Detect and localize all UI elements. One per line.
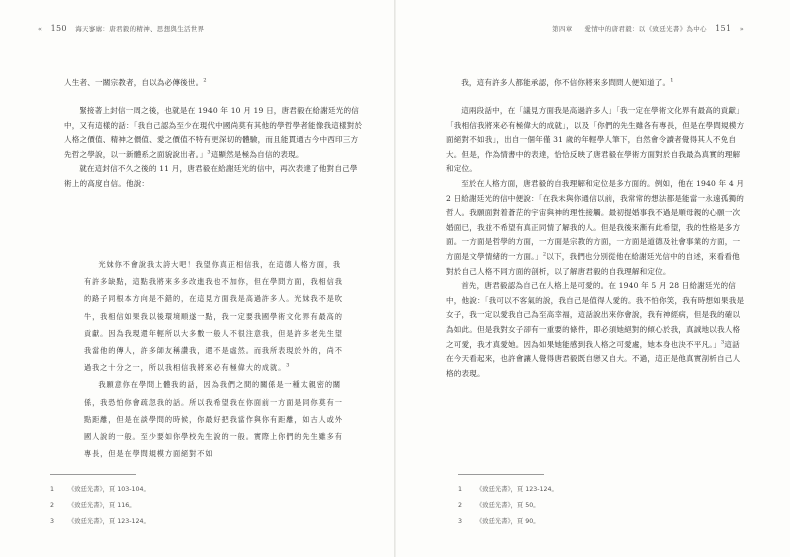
footnote-ref-3-quote[interactable]: 3 [286, 362, 291, 369]
block-quote [84, 256, 344, 462]
footnote-item: 3 《致廷光書》，頁 123-124。 [50, 518, 150, 525]
left-paragraph-3: 就在這封信不久之後的 11 月，唐君毅在給謝廷光的信中，再次表達了他對自己學術上的高度自信。他說： [64, 164, 358, 188]
quote-paragraph-2: 我願意你在學問上體我的話，因為我們之間的關係是一種太親密的關係，我恐怕你會疏忽我的話。所以我希望我在你面前一方面是同你莫有一點距離，但是在談學問的時候，你最好把我當作與你有距離，如古人或外國人說的一般。至少要如你學校先生說的一般。實際上你們的先生雖多有專長，但是在學問規模方面絕對不如 [84, 380, 343, 459]
footnote-item: 1 《致廷光書》，頁 123-124。 [458, 486, 558, 493]
footnote-ref-2[interactable]: 2 [203, 77, 207, 84]
quote-paragraph-1: 光妹你不會說我太誇大吧！我望你真正相信我，在這德人格方面，我有許多缺點，這點我將來多多改進我也不加你，但在學問方面，我相信我的路子同根本方向是不錯的，在這見方面我是高過許多人。光妹我不是吹牛，我相信如果我以後環境順遂一點，我一定要我國學術文化界有最高的貢獻。因為我現還年輕所以大多數一般人不很注意我，但是許多老先生望我當他的傳人，許多師友稱讚我，還不是虛然。而我所表現於外的，尚不過我之十分之一，所以我相信我將來必有極偉大的成就。$^3$ [84, 260, 343, 373]
right-paragraph-1: 我，這有許多人都能承認，你不信你將來多問問人便知道了。$^1$ [461, 77, 674, 87]
left-paragraph-2: 緊接著上封信一周之後，也就是在 1940 年 10 月 19 日，唐君毅在給謝廷光的信中，又有這樣的話：「我自己認為至少在現代中國尚莫有其他的學哲學者能像我這樣對於人格之價值、精神之價值、愛之價值不特有更深切的體驗，而且能貫通古今中西印三方先哲之學說，以一新體系之面貌說出者。」$^3$這顯然是極為自信的表現。 [64, 106, 363, 159]
footnote-item: 2 《致廷光書》，頁 116。 [50, 502, 136, 509]
left-page [0, 0, 394, 557]
left-paragraph-1: 人生者、一關宗教者，自以為必傳後世。$^2$ [64, 77, 207, 87]
footnote-item: 2 《致廷光書》，頁 50。 [458, 502, 540, 509]
left-body-text [64, 76, 364, 91]
chapter-title: 愛情中的唐君毅：以《致廷光書》為中心 [584, 25, 707, 33]
left-running-header [38, 24, 204, 33]
prev-page-marker[interactable]: « [38, 25, 43, 33]
left-running-title: 海天寥廓：唐君毅的精神、思想與生活世界 [75, 25, 205, 33]
right-running-header [552, 24, 744, 33]
footnote-divider-right [458, 474, 544, 475]
chapter-label: 第四章 [552, 25, 573, 33]
left-body-text-2 [64, 104, 364, 192]
right-body-text [446, 76, 746, 91]
right-paragraph-2: 這兩段話中，在「議見方面我是高過許多人」「我一定在學術文化界有最高的貢獻」「我相信我將來必有極偉大的成就」，以及「你們的先生雖各有專長，但是在學問規模方面絕對不如我」，出自一個年僅 31 歲的年輕學人筆下，自然會令讀者覺得其人不免自大。但是，作為情書中的表達，恰恰反映了唐君毅在學術方面對於自我最為真實的理解和定位。 [446, 106, 745, 174]
footnote-divider [50, 474, 136, 475]
footnote-ref-2-right[interactable]: 2 [542, 251, 547, 258]
left-page-number: 150 [50, 24, 67, 33]
footnote-item: 1 《致廷光書》，頁 103-104。 [50, 486, 150, 493]
right-paragraph-4: 首先，唐君毅認為自己在人格上是可愛的。在 1940 年 5 月 28 日給謝廷光的信中，他說：「我可以不客氣的說，我自己是值得人愛的。我不怕你笑，我有時想如果我是女子，我一定以愛我自己為至高幸福，這話說出來你會說，我有神經病，但是我的確以為如此。但是我對女子卻有一重要的條件，即必須她絕對的傾心於我，真誠地以我人格之可愛，我才真愛她。因為如果她能感到我人格之可愛處，她本身也決不平凡。」$^3$這話在今天看起來，也許會讓人覺得唐君毅既自戀又自大。不過，這正是他真實剖析自己人格的表現。 [446, 281, 745, 378]
footnote-ref-3-right[interactable]: 3 [720, 338, 725, 345]
right-footnotes [458, 482, 558, 530]
right-page [396, 0, 790, 557]
right-page-number: 151 [715, 24, 732, 33]
next-page-marker[interactable]: » [739, 25, 744, 33]
right-body-text-2 [446, 104, 746, 381]
footnote-ref-1[interactable]: 1 [670, 77, 674, 84]
footnote-ref-3[interactable]: 3 [207, 149, 211, 156]
right-paragraph-3: 至於在人格方面，唐君毅的自我理解和定位是多方面的。例如，他在 1940 年 4 月 2 日給謝廷光的信中便說：「在我未與你通信以前，我常常的想法都是能當一永遠孤獨的哲人。我願面對着蒼茫的宇宙與神的理性接觸。最初提婚事我不過是順母親的心願一次婚面已，我並不希望有真正同情了解我的人。但是我後來漸有此希望，我的性格是多方面。一方面是哲學的方面，一方面是宗教的方面，一方面是道德及社會事業的方面，一方面是文學情緒的一方面。」$^2$以下，我們也分別從他在給謝廷光信中的自述，來看看他對於自己人格不同方面的剖析，以了解唐君毅的自我理解和定位。 [446, 178, 745, 276]
left-footnotes [50, 482, 150, 530]
footnote-item: 3 《致廷光書》，頁 90。 [458, 518, 540, 525]
